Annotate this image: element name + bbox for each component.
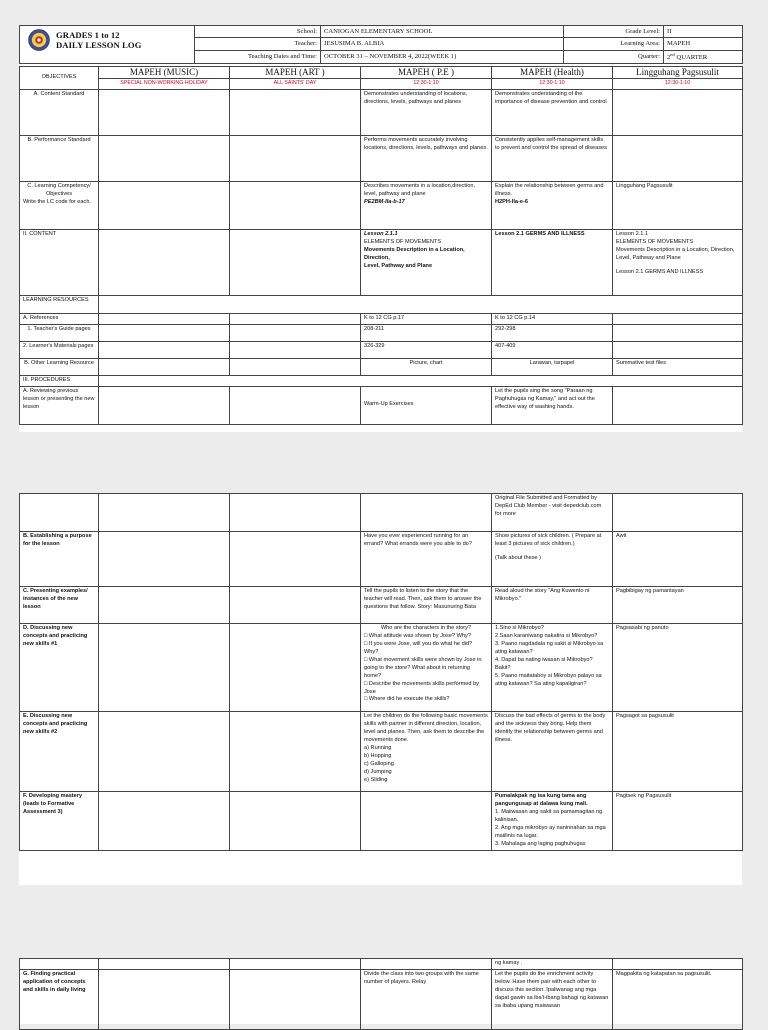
table-row [20,135,743,181]
row-label: D. Discussing new concepts and practicing new skills #1 [20,624,99,712]
title-line-1: GRADES 1 to 12 [56,30,120,40]
quarter-value [664,50,743,64]
cell-text: Pagtsek ng Pagsusulit [613,792,743,851]
row-label: II. CONTENT [20,229,99,295]
health-mastery-instruction: Pumalakpak ng isa kung tama ang pangungusap at dalawa kung mali. [495,793,588,807]
table-row [20,386,743,424]
pe-competency-code: PE2BM-IIa-b-17 [364,198,405,205]
health-mastery-item: 3. Mahalaga ang laging paghuhugas [495,840,586,847]
cell-text: K to 12 CG p.14 [492,313,613,324]
row-label: E. Discussing new concepts and practicing new skills #2 [20,712,99,792]
lesson-table-page-1 [19,66,743,424]
cell-text: Summative test files [613,358,743,375]
table-row [20,587,743,624]
grade-value: II [664,26,743,38]
table-row [20,712,743,792]
document-title [56,30,142,51]
row-label: G. Finding practical application of concepts and skills in daily living [20,969,99,1029]
pe-time: 12:30-1:10 [361,79,492,90]
row-label: A. Content Standard [20,89,99,135]
table-row [20,89,743,135]
school-value: CANIOGAN ELEMENTARY SCHOOL [321,26,564,38]
row-label: III. PROCEDURES [20,375,99,386]
lesson-log-page-1 [19,25,742,432]
health-question: 3. Paano nagdadala ng sakit si Mikrobyo sa ating katawan? [495,640,604,655]
dates-value: OCTOBER 31 – NOVEMBER 4, 2022(WEEK 1) [321,50,564,64]
quarter-suffix: nd [670,51,675,57]
cell-text [492,532,613,587]
pe-lesson-line: Movements Description in a Location, Direction, [364,246,465,261]
cell-text: Awit [613,532,743,587]
cell-text: Pagbibigay ng pamantayan [613,587,743,624]
table-row [20,313,743,324]
health-question: 5. Paano maitataboy si Mikrobyo palayo sa ating katawan? Sa ating kapaligiran? [495,672,602,687]
health-mastery-item: 2. Ang mga mikrobyo ay naninirahan sa mga maiilinis na lugar. [495,824,606,839]
cell-text: Performs movements accurately involving locations, directions, levels, pathways and planes. [361,135,492,181]
pe-activity-item: a) Running [364,744,392,751]
pe-activity-text: Let the children do the following basic movements skills with partner in different direction, location, level and planes. Then, ask them to describe the movements done. [364,713,488,743]
cell-text [361,229,492,295]
cell-text: Picture, chart [361,358,492,375]
cell-text: 208-211 [361,324,492,341]
deped-seal-icon [28,29,50,51]
table-row [20,792,743,851]
pe-column-header: MAPEH ( P.E ) [361,67,492,79]
cell-text: Warm-Up Exercises [361,386,492,424]
table-row [20,295,743,313]
lesson-table-page-2 [19,493,743,851]
health-competency: Explain the relationship between germs and illness. [495,182,604,197]
cell-text: Larawan, tarpapel [492,358,613,375]
cell-text [492,624,613,712]
cell-text: Discuss the bad effects of germs to the body and the sickness they bring. Help them identify the relationship between germs and illness. [492,712,613,792]
pe-question: □ Where did he execute the skills? [364,696,450,703]
pe-question: □ What attitude was shown by Jose? Why? [364,632,471,639]
school-label: School: [195,26,321,38]
pe-lesson-line: ELEMENTS OF MOVEMENTS [364,238,442,245]
header-logo-cell [20,26,195,64]
row-label: 2. Learner's Materials pages [20,341,99,358]
cell-text: 326-329 [361,341,492,358]
quarter-number: 2 [667,53,671,61]
row-label: B. Performance Standard [20,135,99,181]
music-column-header: MAPEH (MUSIC) [99,67,230,79]
quarter-label: Quarter: [564,50,664,64]
cell-text: Magpakita ng katapatan sa pagsusulit. [613,969,743,1029]
lingguhan-lesson-line: Level, Pathway and Plane [616,254,681,261]
table-row [20,375,743,386]
table-row [20,181,743,229]
row-label: C. Presenting examples/ instances of the new lesson [20,587,99,624]
cell-text: 292-298 [492,324,613,341]
cell-text: Divide the class into two groups with the same number of players. Relay [361,969,492,1029]
health-time: 12:30-1:10 [492,79,613,90]
pe-activity-item: b) Hopping [364,752,392,759]
cell-text: ng kamay . [492,959,613,970]
lingguhan-lesson-line: ELEMENTS OF MOVEMENTS [616,238,694,245]
table-row [20,341,743,358]
pe-question: □ What movement skills were shown by Jose in going to the store? What about in returning home? [364,656,482,679]
pe-activity-item: e) Sliding [364,776,388,783]
row-label: A. Reviewing previous lesson or presenting the new lesson [20,386,99,424]
grade-label: Grade Level: [564,26,664,38]
lingguhan-column-header: Lingguhang Pagsusulit [613,67,743,79]
table-row [20,959,743,970]
cell-text [361,712,492,792]
cell-text: Pagsasabi ng panuto [613,624,743,712]
health-mastery-item: 1. Maiiwasan ang sakit sa pamamagitan ng kalinisan. [495,808,603,823]
health-column-header: MAPEH (Health) [492,67,613,79]
pe-question: □ Describe the movements skills performed by Jose [364,680,479,695]
table-row [20,324,743,341]
pe-activity-item: c) Galloping [364,760,394,767]
cell-text: Tell the pupils to listen to the story that the teacher will read. Then, ask them to answer the questions that follow. Story: Masunuring Bata [361,587,492,624]
row-label: LEARNING RESOURCES [20,295,99,313]
table-row [20,532,743,587]
row-label: A. References [20,313,99,324]
art-column-header: MAPEH (ART ) [230,67,361,79]
table-row [20,358,743,375]
cell-text: K to 12 CG p.17 [361,313,492,324]
cell-text: Demonstrates understanding of the importance of disease prevention and control [492,89,613,135]
health-competency-code: H2PH-IIa-e-6 [495,198,528,205]
cell-text: Demonstrates understanding of locations, directions, levels, pathways and planes [361,89,492,135]
objectives-header: OBJECTIVES [20,67,99,90]
pe-question: Who are the characters in the story? [380,625,472,631]
row-label: 1. Teacher's Guide pages [20,324,99,341]
teacher-value: JESUSIMA B. ALBIA [321,38,564,50]
table-row [20,229,743,295]
cell-text [613,229,743,295]
table-row [20,494,743,532]
health-purpose-note: (Talk about these ) [495,554,542,561]
health-question: 1.Sino si Mikrobyo? [495,625,544,631]
teacher-label: Teacher: [195,38,321,50]
pe-lesson-line: Level, Pathway and Plane [364,262,433,269]
cell-text: Consistently applies self-management skills to prevent and control the spread of diseases [492,135,613,181]
cell-text: Lingguhang Pagsusulit [613,181,743,229]
art-holiday-note: ALL SAINTS' DAY [230,79,361,90]
health-question: 4. Dapat ba nating iwasan si Mikrobyo? Bakit? [495,656,593,671]
health-question: 2.Saan karaniwang nakatira si Mikrobyo? [495,632,598,639]
row-label: B. Establishing a purpose for the lesson [20,532,99,587]
competency-label-2: Write the LC code for each. [23,198,91,205]
header-table [19,25,743,64]
cell-text: Let the pupils do the enrichment activity below. Have them pair with each other to discuss this section. Ipaliwanag ang mga dapat gawin sa iba't-ibang bahagi ng katawan sa ibaba upang maiwasan [492,969,613,1029]
learning-area-value: MAPEH [664,38,743,50]
row-label: B. Other Learning Resource [20,358,99,375]
pe-activity-item: d) Jumping [364,768,392,775]
lingguhan-lesson-line: Lesson 2.1 GERMS AND ILLNESS [616,268,704,275]
competency-label: C. Learning Competency/ Objectives [27,182,91,197]
cell-text: Have you ever experienced running for an errand? What errands were you able to do? [361,532,492,587]
lesson-table-page-3 [19,958,743,1030]
cell-text: Pagsagot sa pagsusulit [613,712,743,792]
pe-question: □ If you were Jose, will you do what he did? Why? [364,640,473,655]
table-row [20,624,743,712]
lesson-log-page-2 [19,493,742,885]
lesson-log-page-3 [19,958,742,1024]
lingguhan-lesson-line: Lesson 2.1.1 [616,230,649,237]
row-label: F. Developing mastery (leads to Formative Assessment 3) [20,792,99,851]
cell-text [361,624,492,712]
cell-text: 407-409 [492,341,613,358]
title-line-2: DAILY LESSON LOG [56,40,142,51]
cell-text [492,792,613,851]
cell-text [361,181,492,229]
table-row [20,969,743,1029]
pe-competency: Describes movements in a location,direction, level, pathway and plane [364,182,475,197]
lingguhan-time: 12:30-1:10 [613,79,743,90]
cell-text [492,181,613,229]
cell-text: Read aloud the story "Ang Kuwento ni Mikrobyo." [492,587,613,624]
lingguhan-lesson-line: Movements Description in a Location, Direction, [616,246,735,253]
row-label [20,181,99,229]
learning-area-label: Learning Area: [564,38,664,50]
quarter-word: QUARTER [674,53,708,61]
pe-lesson-number: Lesson 2.1.1 [364,230,398,237]
cell-text: Original File Submitted and Formatted by DepEd Club Member - visit depedclub.com for more [492,494,613,532]
music-holiday-note: SPECIAL NON-WORKING HOLIDAY [99,79,230,90]
cell-text: Let the pupils sing the song "Paraan ng Paghuhugas ng Kamay," and act out the effective way of washing hands. [492,386,613,424]
health-purpose-text: Show pictures of sick children. ( Prepare at least 3 pictures of sick children.) [495,533,602,547]
cell-text: Lesson 2.1 GERMS AND ILLNESS [492,229,613,295]
dates-label: Teaching Dates and Time: [195,50,321,64]
